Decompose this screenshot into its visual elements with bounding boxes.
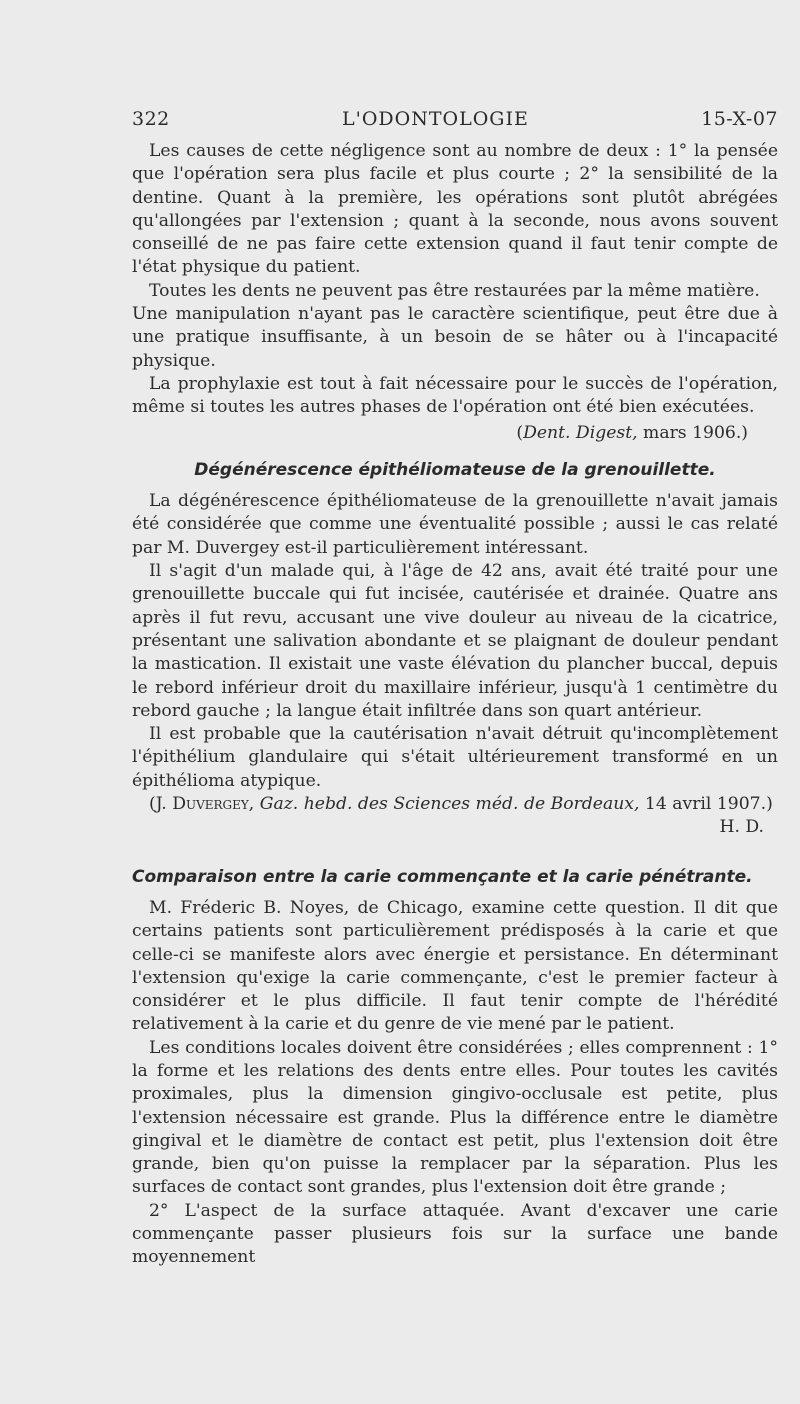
reference-date: 14 avril 1907. [644,794,767,815]
author-initials: H. D. [719,817,764,838]
article-text [132,140,778,1270]
running-head [132,108,778,130]
journal-title: L'ODONTOLOGIE [342,108,529,130]
citation: (Dent. Digest, mars 1906.) [516,422,748,443]
section-title: Dégénérescence épithéliomateuse de la grenouillette. [194,459,716,480]
citation-journal: Dent. Digest, [523,422,638,443]
paragraph: La dégénérescence épithéliomateuse de la grenouillette n'avait jamais été considérée que comme une éventualité possible ; aussi le cas relaté par M. Duvergey est-il particulièrement intéressant. [132,491,778,558]
paragraph: Il est probable que la cautérisation n'avait détruit qu'incomplètement l'épithélium glandulaire qui s'était ultérieurement transformé en un épithélioma atypique. [132,724,778,791]
page-number: 322 [132,108,170,130]
paragraph: Une manipulation n'ayant pas le caractère scientifique, peut être due à une pratique insuffisante, à un besoin de se hâter ou à l'incapacité physique. [132,304,778,371]
paragraph: Les conditions locales doivent être considérées ; elles comprennent : 1° la forme et les relations des dents entre elles. Pour toutes les cavités proximales, plus la dimension gingivo-occlusale est petite, plus l'extension nécessaire est grande. Plus la différence entre le diamètre gingival et le diamètre de contact est petit, plus l'extension doit être grande, bien qu'on puisse la remplacer par la séparation. Plus les surfaces de contact sont grandes, plus l'extension doit être grande ; [132,1037,778,1198]
reference: (J. Duvergey, Gaz. hebd. des Sciences méd. de Bordeaux, 14 avril 1907.) [149,794,773,815]
paragraph: Il s'agit d'un malade qui, à l'âge de 42 ans, avait été traité pour une grenouillette buccale qui fut incisée, cautérisée et drainée. Quatre ans après il fut revu, accusant une vive douleur au niveau de la cicatrice, présentant une salivation abondante et se plaignant de douleur pendant la mastication. Il existait une vaste élévation du plancher buccal, depuis le rebord inférieur droit du maxillaire inférieur, jusqu'à 1 centimètre du rebord gauche ; la langue était infiltrée dans son quart antérieur. [132,561,778,721]
paragraph: Toutes les dents ne peuvent pas être restaurées par la même matière. [149,280,760,301]
citation-date: mars 1906. [643,422,742,443]
paragraph: 2° L'aspect de la surface attaquée. Avant d'excaver une carie commençante passer plusieurs fois sur la surface une bande moyennement [132,1200,778,1268]
paragraph: Les causes de cette négligence sont au nombre de deux : 1° la pensée que l'opération sera plus facile et plus courte ; 2° la sensibilité de la dentine. Quant à la première, les opérations sont plutôt abrégées qu'allongées par l'extension ; quant à la seconde, nous avons souvent conseillé de ne pas faire cette extension quand il faut tenir compte de l'état physique du patient. [132,141,778,278]
issue-date: 15-X-07 [701,108,778,130]
paragraph: La prophylaxie est tout à fait nécessaire pour le succès de l'opération, même si toutes les autres phases de l'opération ont été bien exécutées. [132,373,778,418]
paragraph: M. Fréderic B. Noyes, de Chicago, examine cette question. Il dit que certains patients sont particulièrement prédisposés à la carie et que celle-ci se manifeste alors avec énergie et persistance. En déterminant l'extension qu'exige la carie commençante, c'est le premier facteur à considérer et le plus difficile. Il faut tenir compte de l'hérédité relativement à la carie et du genre de vie mené par le patient. [132,897,778,1035]
reference-author: Duvergey, [172,794,255,815]
section-title: Comparaison entre la carie commençante et la carie pénétrante. [132,866,753,887]
reference-journal: Gaz. hebd. des Sciences méd. de Bordeaux, [259,794,640,815]
